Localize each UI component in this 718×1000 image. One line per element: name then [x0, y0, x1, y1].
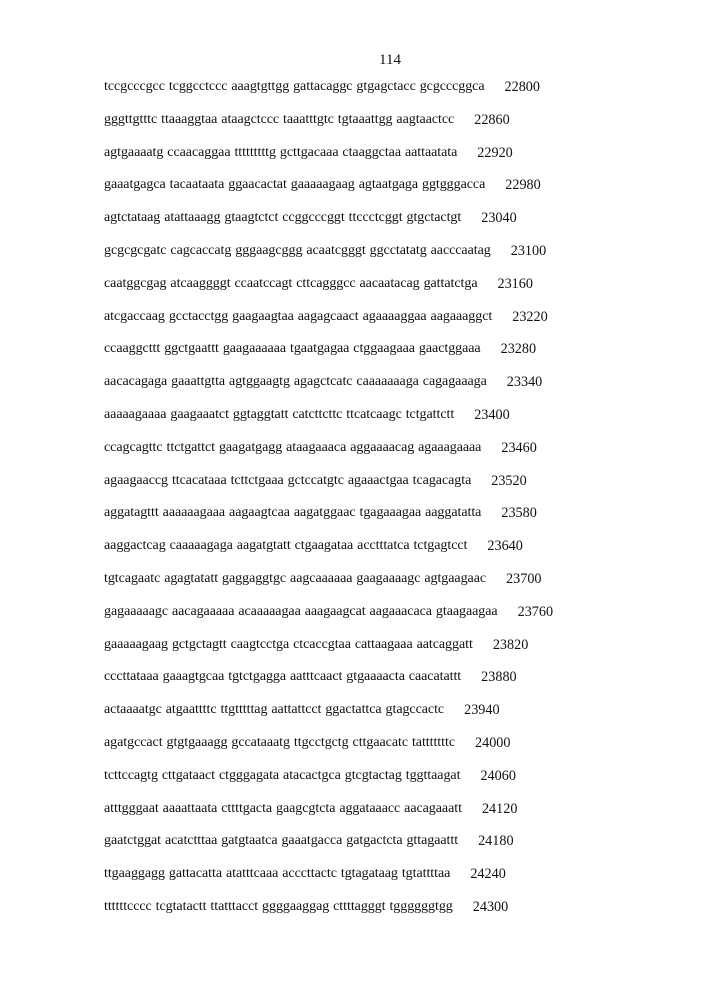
sequence-line — [104, 734, 553, 767]
sequence-line — [104, 373, 553, 406]
sequence-text: tccgcccgcc tcggcctccc aaagtgttgg gattacaggc gtgagctacc gcgcccggca — [104, 79, 485, 94]
sequence-text: actaaaatgc atgaattttc ttgtttttag aattattcct ggactattca gtagccactc — [104, 702, 445, 718]
sequence-position: 23820 — [492, 636, 529, 653]
sequence-position: 23280 — [500, 341, 537, 358]
sequence-text: gggttgtttc ttaaaggtaa ataagctccc taaatttgtc tgtaaattgg aagtaactcc — [104, 111, 455, 127]
sequence-line — [104, 865, 553, 898]
sequence-position: 23580 — [501, 505, 537, 522]
sequence-line — [104, 78, 553, 111]
sequence-text: gaaatgagca tacaataata ggaacactat gaaaaagaag agtaatgaga ggtgggacca — [104, 177, 486, 193]
sequence-position: 24060 — [480, 767, 516, 784]
sequence-text: gaaaaagaag gctgctagtt caagtcctga ctcaccgtaa cattaagaaa aatcaggatt — [104, 636, 473, 652]
sequence-text: gcgcgcgatc cagcaccatg gggaagcggg acaatcgggt ggcctatatg aacccaatag — [104, 242, 491, 258]
sequence-line — [104, 406, 553, 439]
sequence-position: 23340 — [506, 374, 543, 391]
sequence-line — [104, 636, 553, 669]
sequence-line — [104, 308, 553, 341]
sequence-text: ttttttcccc tcgtatactt ttatttacct ggggaaggag cttttagggt tggggggtgg — [104, 898, 453, 914]
sequence-position: 24000 — [475, 734, 511, 751]
sequence-text: agtctataag atattaaagg gtaagtctct ccggcccggt ttccctcggt gtgctactgt — [104, 210, 462, 226]
sequence-position: 23640 — [487, 538, 523, 555]
sequence-position: 23460 — [501, 439, 537, 456]
sequence-position: 22800 — [504, 79, 540, 95]
sequence-line — [104, 832, 553, 865]
sequence-text: ccaaggcttt ggctgaattt gaagaaaaaa tgaatgagaa ctggaagaaa gaactggaaa — [104, 341, 481, 357]
sequence-line — [104, 275, 553, 308]
sequence-position: 23520 — [491, 472, 527, 489]
sequence-line — [104, 537, 553, 570]
sequence-line — [104, 504, 553, 537]
sequence-position: 23400 — [474, 406, 510, 423]
sequence-line — [104, 111, 553, 144]
sequence-text: ccagcagttc ttctgattct gaagatgagg ataagaaaca aggaaaacag agaaagaaaa — [104, 439, 482, 455]
sequence-line — [104, 176, 553, 209]
sequence-text: gagaaaaagc aacagaaaaa acaaaaagaa aaagaagcat aagaaacaca gtaagaagaa — [104, 603, 498, 619]
sequence-line — [104, 340, 553, 373]
sequence-text: agtgaaaatg ccaacaggaa tttttttttg gcttgacaaa ctaaggctaa aattaatata — [104, 144, 458, 160]
sequence-position: 23940 — [464, 702, 500, 719]
sequence-position: 22860 — [474, 111, 510, 128]
sequence-position: 23100 — [510, 242, 547, 259]
sequence-position: 23760 — [517, 603, 554, 620]
sequence-listing — [104, 78, 553, 931]
sequence-line — [104, 144, 553, 177]
sequence-text: aaggactcag caaaaagaga aagatgtatt ctgaagataa acctttatca tctgagtcct — [104, 538, 468, 554]
page-number: 114 — [379, 52, 401, 68]
sequence-position: 24240 — [470, 866, 506, 883]
sequence-text: agaagaaccg ttcacataaa tcttctgaaa gctccatgtc agaaactgaa tcagacagta — [104, 472, 472, 488]
sequence-line — [104, 701, 553, 734]
sequence-position: 24180 — [478, 833, 514, 850]
sequence-text: aaaaagaaaa gaagaaatct ggtaggtatt catcttcttc ttcatcaagc tctgattctt — [104, 406, 455, 422]
sequence-line — [104, 767, 553, 800]
sequence-position: 23220 — [512, 308, 548, 325]
sequence-text: atttgggaat aaaattaata cttttgacta gaagcgtcta aggataaacc aacagaaatt — [104, 800, 462, 816]
sequence-text: caatggcgag atcaaggggt ccaatccagt cttcagggcc aacaatacag gattatctga — [104, 275, 478, 291]
sequence-text: aacacagaga gaaattgtta agtggaagtg agagctcatc caaaaaaaga cagagaaaga — [104, 374, 487, 390]
sequence-text: aggatagttt aaaaaagaaa aagaagtcaa aagatggaac tgagaaagaa aaggatatta — [104, 505, 482, 521]
sequence-text: atcgaccaag gcctacctgg gaagaagtaa aagagcaact agaaaaggaa aagaaaggct — [104, 308, 493, 324]
sequence-position: 22980 — [505, 177, 541, 194]
sequence-text: agatgccact gtgtgaaagg gccataaatg ttgcctgctg cttgaacatc tatttttttc — [104, 734, 455, 750]
sequence-position: 22920 — [477, 144, 513, 161]
sequence-line — [104, 898, 553, 931]
sequence-position: 23040 — [481, 210, 517, 227]
sequence-position: 23700 — [506, 570, 542, 587]
sequence-text: tgtcagaatc agagtatatt gaggaggtgc aagcaaaaaa gaagaaaagc agtgaagaac — [104, 570, 487, 586]
sequence-line — [104, 439, 553, 472]
sequence-text: tcttccagtg cttgataact ctgggagata atacactgca gtcgtactag tggttaagat — [104, 767, 461, 783]
sequence-line — [104, 668, 553, 701]
sequence-line — [104, 209, 553, 242]
sequence-text: ttgaaggagg gattacatta atatttcaaa acccttactc tgtagataag tgtattttaa — [104, 866, 451, 882]
sequence-position: 24120 — [481, 800, 518, 817]
sequence-line — [104, 242, 553, 275]
sequence-position: 23880 — [481, 669, 517, 686]
sequence-position: 23160 — [497, 275, 533, 292]
sequence-position: 24300 — [472, 898, 509, 915]
sequence-line — [104, 603, 553, 636]
sequence-text: cccttataaa gaaagtgcaa tgtctgagga aatttcaact gtgaaaacta caacatattt — [104, 669, 462, 685]
sequence-line — [104, 570, 553, 603]
sequence-line — [104, 800, 553, 833]
sequence-line — [104, 472, 553, 505]
sequence-text: gaatctggat acatctttaa gatgtaatca gaaatgacca gatgactcta gttagaattt — [104, 833, 459, 849]
